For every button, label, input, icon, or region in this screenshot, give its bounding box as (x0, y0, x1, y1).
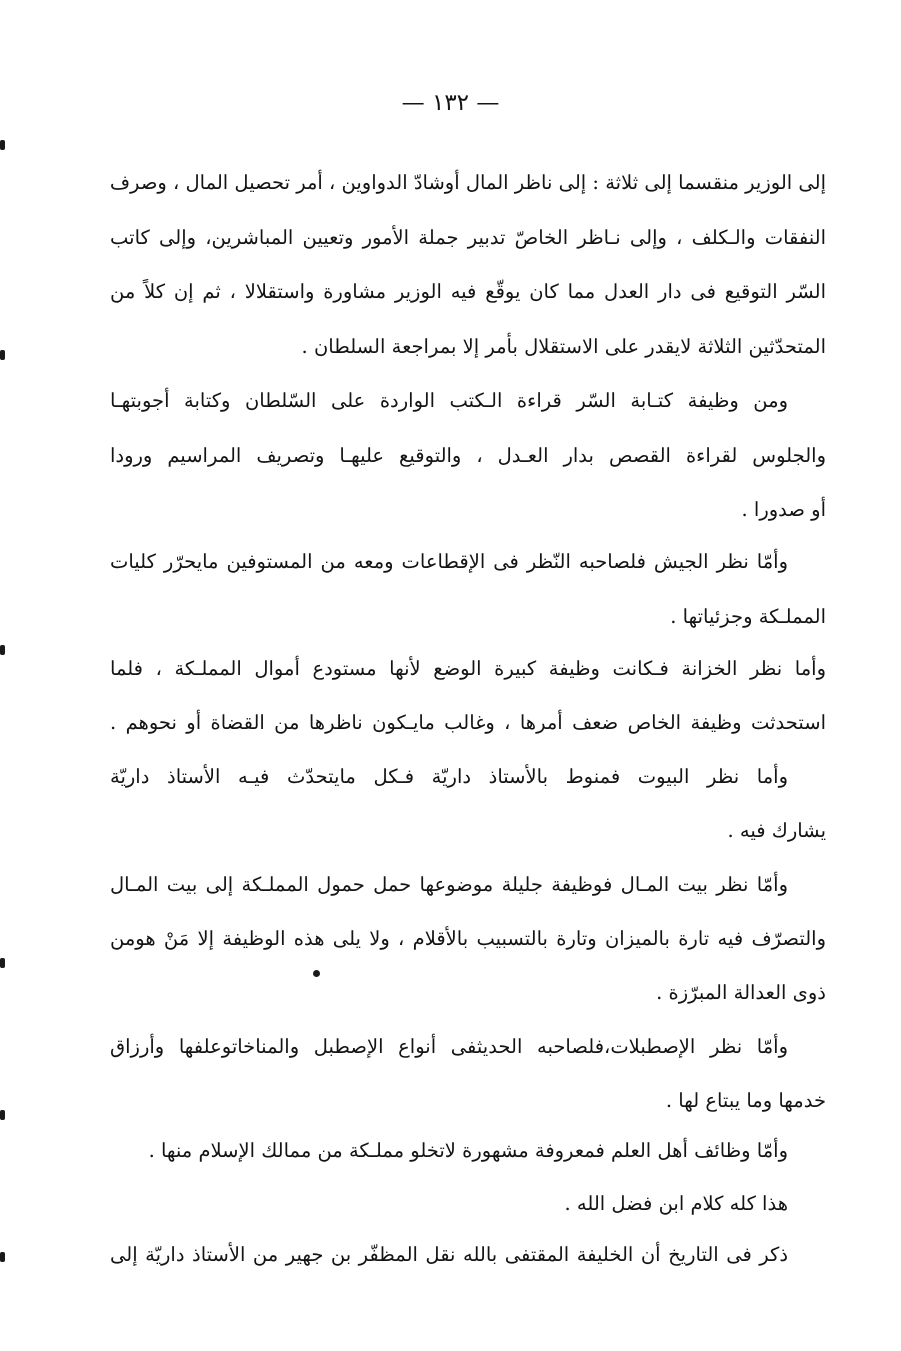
text-line: وأمّا نظر الجيش فلصاحبه النّظر فى الإقطاعات ومعه من المستوفين مايحرّر كليات (110, 550, 788, 573)
text-line: المملـكة وجزئياتها . (670, 605, 826, 628)
text-line: والتصرّف فيه تارة بالميزان وتارة بالتسبيب بالأقلام ، ولا يلى هذه الوظيفة إلا مَنْ هومن (110, 927, 826, 950)
text-line: أو صدورا . (741, 498, 826, 521)
text-line: وأمّا نظر الإصطبلات،فلصاحبه الحديثفى أنواع الإصطبل والمناخاتوعلفها وأرزاق (110, 1035, 788, 1058)
scan-mark (0, 1252, 5, 1262)
text-line: ذكر فى التاريخ أن الخليفة المقتفى بالله نقل المظفّر بن جهير من الأستاذ داريّة إلى (110, 1243, 788, 1266)
text-line: وأما نظر البيوت فمنوط بالأستاذ داريّة فـكل مايتحدّث فيـه الأستاذ داريّة (110, 765, 788, 788)
text-line: ومن وظيفة كتـابة السّر قراءة الـكتب الواردة على السّلطان وكتابة أجوبتهـا (110, 389, 788, 412)
text-line: هذا كله كلام ابن فضل الله . (564, 1192, 788, 1215)
scan-mark (0, 958, 5, 968)
scan-mark (0, 645, 5, 655)
page-number: — ١٣٢ — (401, 90, 500, 116)
text-line: وأمّا نظر بيت المـال فوظيفة جليلة موضوعها حمل حمول المملـكة إلى بيت المـال (110, 873, 788, 896)
text-line: يشارك فيه . (727, 819, 826, 842)
ink-speck (313, 970, 320, 977)
text-line: خدمها وما يبتاع لها . (665, 1089, 826, 1112)
text-line: والجلوس لقراءة القصص بدار العـدل ، والتوقيع عليهـا وتصريف المراسيم ورودا (110, 444, 826, 467)
text-line: وأمّا وظائف أهل العلم فمعروفة مشهورة لاتخلو مملـكة من ممالك الإسلام منها . (148, 1139, 788, 1162)
scan-mark (0, 1110, 5, 1120)
text-line: السّر التوقيع فى دار العدل مما كان يوقّع فيه الوزير مشاورة واستقلالا ، ثم إن كلاً من (110, 280, 826, 303)
text-line: ذوى العدالة المبرّزة . (656, 981, 826, 1004)
text-line: استحدثت وظيفة الخاص ضعف أمرها ، وغالب مايـكون ناظرها من القضاة أو نحوهم . (110, 711, 826, 734)
text-line: وأما نظر الخزانة فـكانت وظيفة كبيرة الوضع لأنها مستودع أموال المملـكة ، فلما (110, 657, 826, 680)
scan-mark (0, 350, 5, 360)
text-line: النفقات والـكلف ، وإلى نـاظر الخاصّ تدبير جملة الأمور وتعيين المباشرين، وإلى كاتب (110, 226, 826, 249)
scan-mark (0, 140, 5, 150)
page-header (0, 88, 901, 118)
text-line: المتحدّثين الثلاثة لايقدر على الاستقلال بأمر إلا بمراجعة السلطان . (301, 335, 826, 358)
text-line: إلى الوزير منقسما إلى ثلاثة : إلى ناظر المال أوشادّ الدواوين ، أمر تحصيل المال ، وصرف (110, 171, 826, 194)
